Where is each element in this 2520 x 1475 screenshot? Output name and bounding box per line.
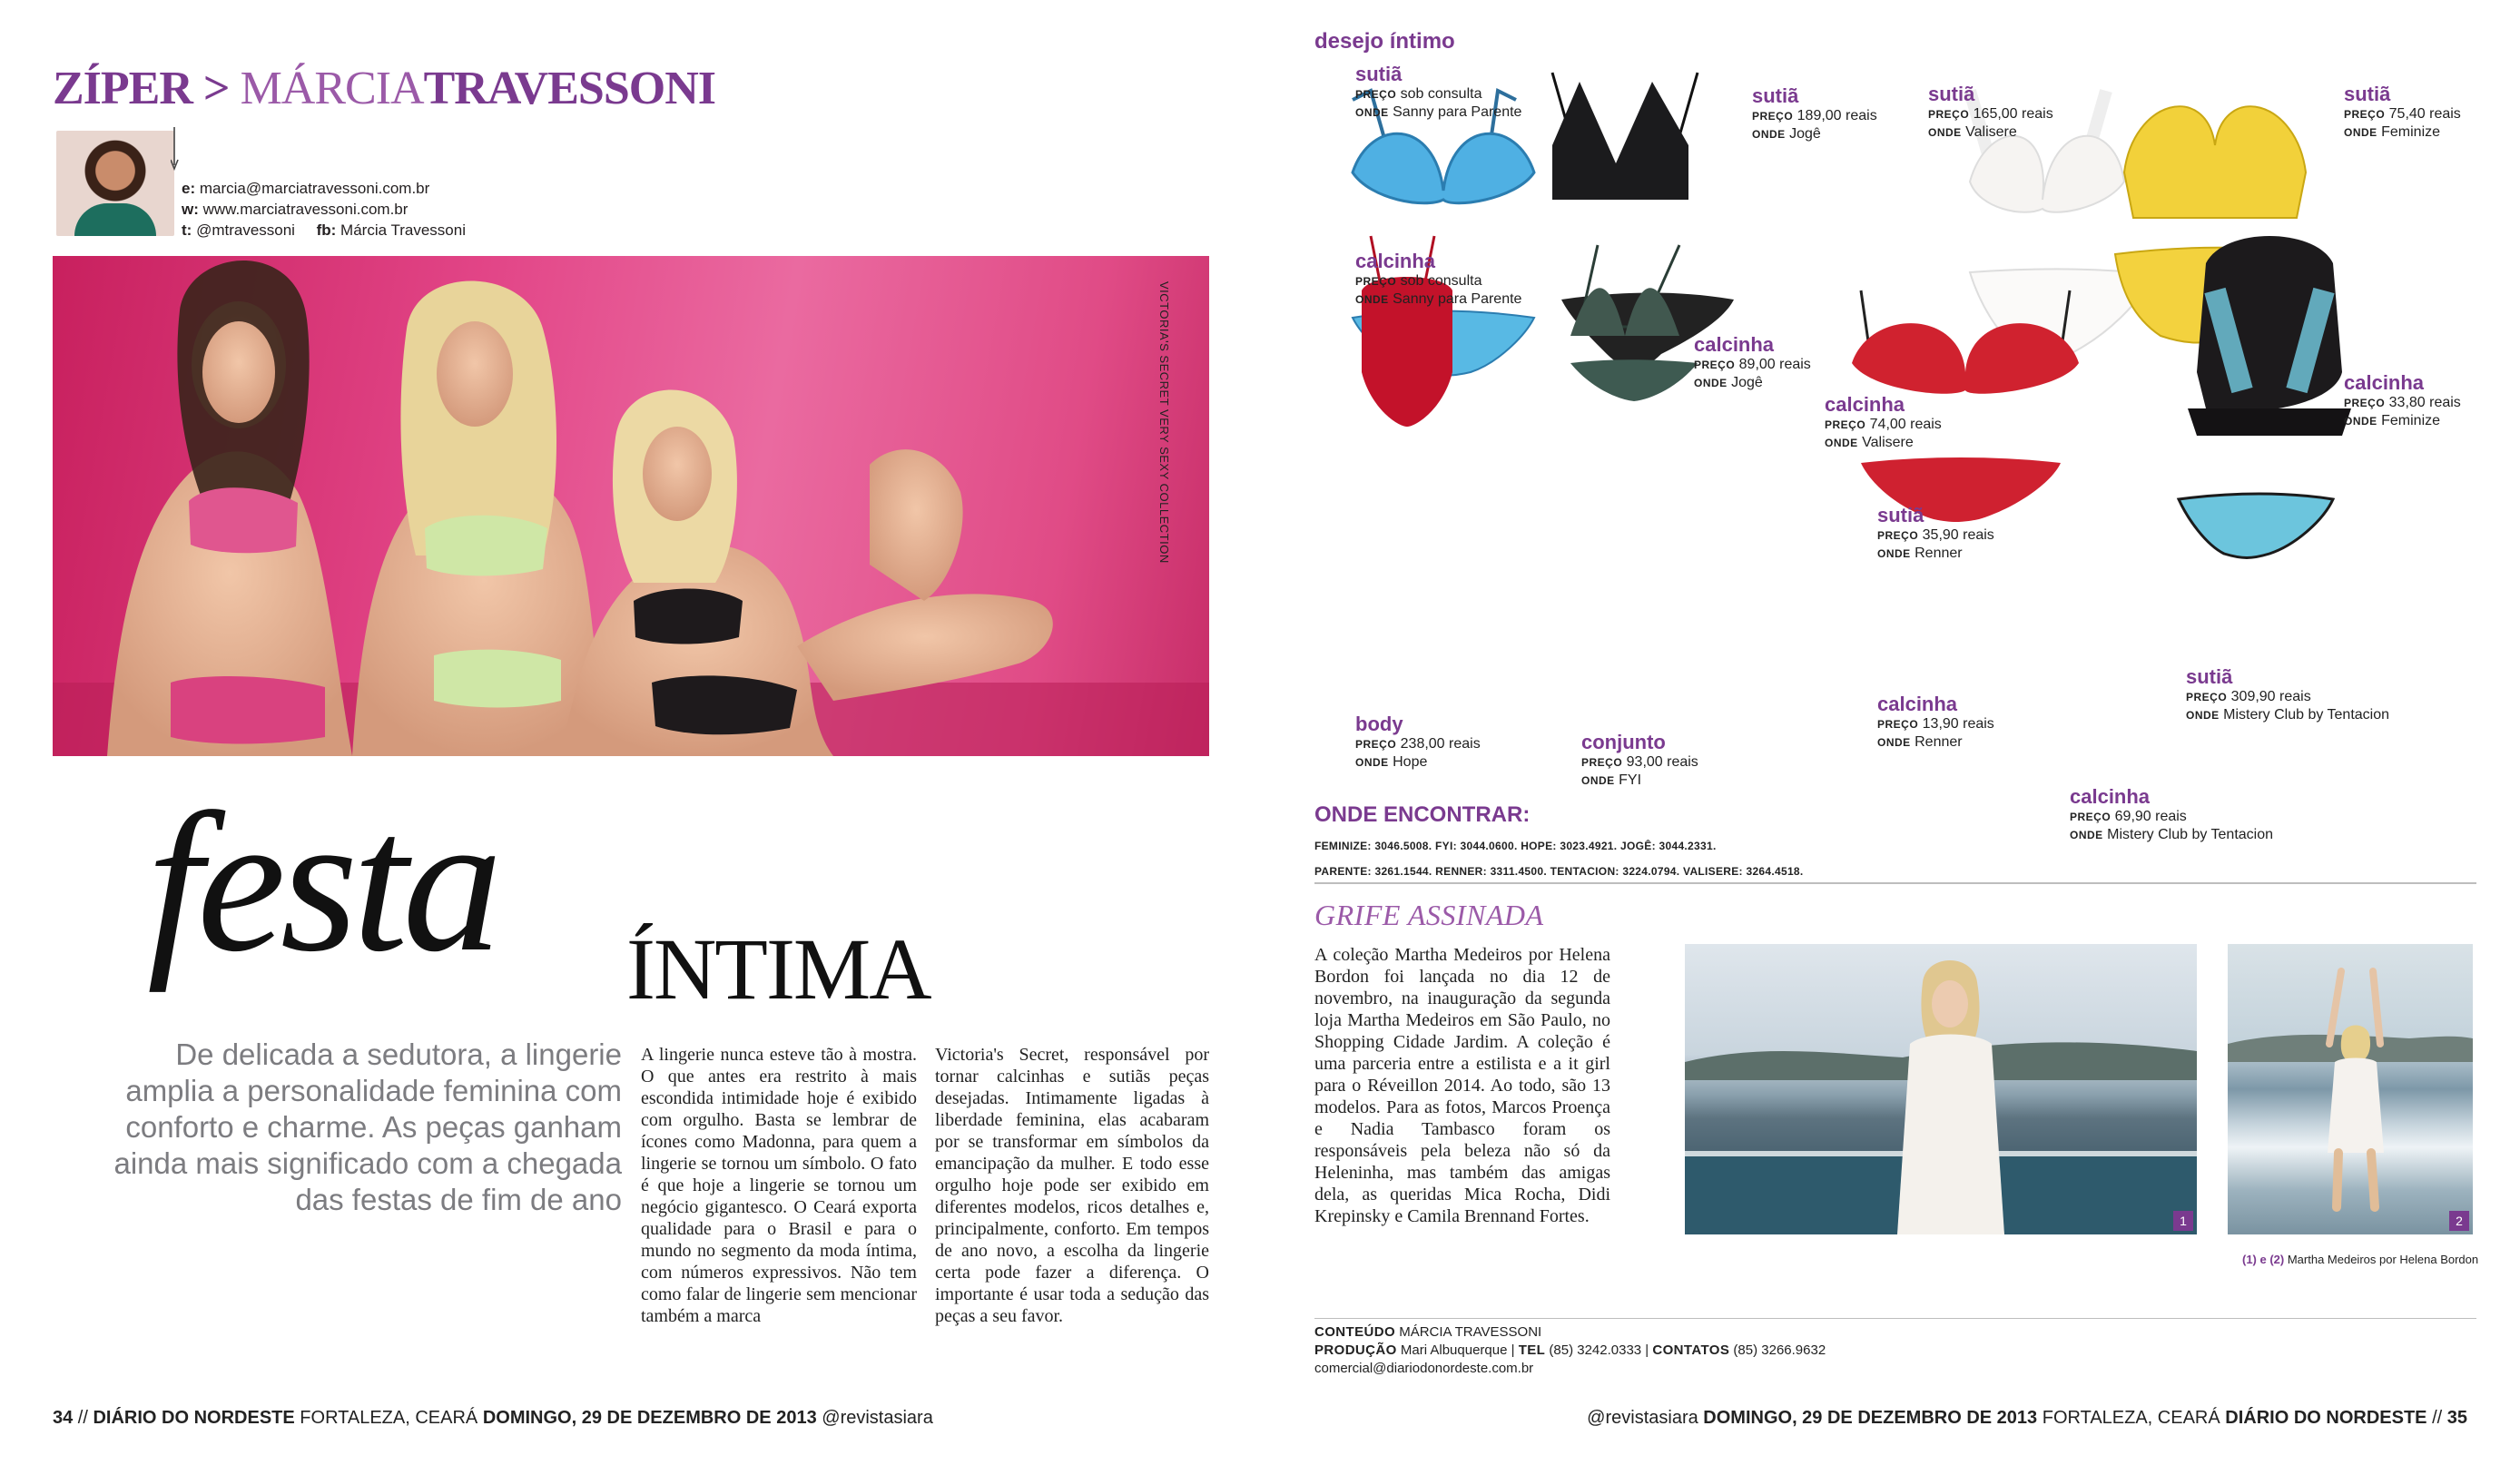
grife-article: A coleção Martha Medeiros por Helena Bordon foi lançada no dia 12 de novembro, na inauguração da segunda loja Martha Medeiros em São Paulo, no Shopping Cidade Jardim. A coleção é uma parceria entre a estilista e a it girl para o Réveillon 2014. Ao todo, são 13 modelos. Para as fotos, Marcos Proença e Nadia Tambasco foram os responsáveis pela beleza não só da Heleninha, mas também das amigas dela, as queridas Mica Rocha, Didi Krepinsky e Camila Brennand Fortes. xyxy=(1314,945,1610,1226)
product-name: sutiã xyxy=(1928,83,1975,105)
page-number: 34 xyxy=(53,1408,74,1428)
price-label: PREÇO xyxy=(2070,811,2111,823)
product-name: body xyxy=(1355,713,1403,735)
section-separator: > xyxy=(192,63,241,114)
product-price: 69,90 reais xyxy=(2114,809,2187,824)
water-scene-illustration xyxy=(2228,944,2473,1234)
price-label: PREÇO xyxy=(1825,418,1866,431)
article-column-2: Victoria's Secret, responsável por tornar calcinhas e sutiãs peças desejadas. Intimamente ligadas à liberdade feminina, elas acabaram por se transformar em símbolos da emancipação da mulher. E todo esse orgulho hoje pode ser exibido em diferentes modelos, ricos detalhes e, principalmente, conforto. Em tempos de ano novo, a escolha da lingerie certa pode fazer a diferença. O importante é usar toda a sedução das peças a seu favor. xyxy=(935,1045,1209,1326)
twitter-key: t: xyxy=(182,221,192,239)
product-store: Feminize xyxy=(2381,124,2441,140)
product-label xyxy=(1928,84,2053,142)
headline-main: festa xyxy=(147,772,497,993)
where-label: ONDE xyxy=(1752,128,1786,141)
product-price: sob consulta xyxy=(1400,86,1482,102)
where-to-buy-list xyxy=(1314,833,1804,884)
price-label: PREÇO xyxy=(1877,529,1919,542)
product-label xyxy=(1355,713,1481,772)
hero-photo xyxy=(53,256,1209,756)
product-store: Feminize xyxy=(2381,413,2441,428)
where-label: ONDE xyxy=(2344,126,2377,139)
product-name: calcinha xyxy=(2070,785,2151,808)
folio-city: FORTALEZA, CEARÁ xyxy=(2037,1408,2226,1428)
section-name: ZÍPER xyxy=(53,63,192,114)
product-store: Renner xyxy=(1915,734,1963,750)
product-name: sutiã xyxy=(1355,63,1403,85)
product-price: 35,90 reais xyxy=(1922,527,1994,543)
columnist-contact xyxy=(182,178,466,241)
where-label: ONDE xyxy=(2070,829,2103,841)
product-store: Hope xyxy=(1393,754,1428,770)
tel-key: TEL xyxy=(1518,1342,1546,1358)
where-label: ONDE xyxy=(1928,126,1962,139)
commercial-email[interactable]: comercial@diariodonordeste.com.br xyxy=(1314,1361,1534,1376)
tel-number: (85) 3242.0333 xyxy=(1549,1342,1642,1358)
product-price: 238,00 reais xyxy=(1400,736,1481,752)
where-label: ONDE xyxy=(1825,437,1858,449)
where-label: ONDE xyxy=(1355,293,1389,306)
models-illustration xyxy=(53,256,1209,756)
price-label: PREÇO xyxy=(1355,88,1397,101)
product-label xyxy=(2344,372,2461,430)
folio-separator: // xyxy=(73,1408,94,1428)
product-price: 189,00 reais xyxy=(1796,108,1877,123)
article-column-1: A lingerie nunca esteve tão à mostra. O que antes era restrito à mais escondida intimidade hoje é exibido com orgulho. Basta se lembrar de ícones como Madonna, para quem a lingerie se tornou um símbolo. O fato é que hoje a lingerie se tornou um negócio gigantesco. O Ceará exporta qualidade para o Brasil e para o mundo no segmento da moda íntima, com números expressivos. Não tem como falar de lingerie sem mencionar também a marca xyxy=(641,1045,917,1326)
section-title xyxy=(53,62,715,115)
product-label xyxy=(2070,786,2273,844)
where-label: ONDE xyxy=(1355,756,1389,769)
product-price: 13,90 reais xyxy=(1922,716,1994,732)
price-label: PREÇO xyxy=(2344,397,2386,409)
facebook-handle[interactable]: Márcia Travessoni xyxy=(340,221,466,239)
caption-text: Martha Medeiros por Helena Bordon xyxy=(2284,1253,2479,1266)
folio-separator: // xyxy=(2426,1408,2447,1428)
where-label: ONDE xyxy=(1581,774,1615,787)
page-credits: CONTEÚDO MÁRCIA TRAVESSONI PRODUÇÃO Mari Albuquerque | TEL (85) 3242.0333 | CONTATOS (85) 3266.9632 comercial@diariodonordeste.com.br xyxy=(1314,1324,1826,1376)
folio-city: FORTALEZA, CEARÁ xyxy=(294,1408,483,1428)
price-label: PREÇO xyxy=(1752,110,1794,123)
product-store: Sanny para Parente xyxy=(1393,291,1522,307)
price-label: PREÇO xyxy=(1355,275,1397,288)
folio-right xyxy=(1587,1408,2467,1429)
product-label xyxy=(1355,251,1521,309)
product-label xyxy=(1694,334,1811,392)
contacts-key: CONTATOS xyxy=(1652,1342,1730,1358)
website-link[interactable]: www.marciatravessoni.com.br xyxy=(202,201,409,218)
price-label: PREÇO xyxy=(1928,108,1970,121)
columnist-first-name: MÁRCIA xyxy=(240,63,424,114)
product-name: calcinha xyxy=(2344,371,2425,394)
price-label: PREÇO xyxy=(1355,738,1397,751)
columnist-avatar xyxy=(56,131,174,236)
product-store: FYI xyxy=(1619,772,1642,788)
photo-number: 2 xyxy=(2449,1211,2469,1231)
product-store: Valisere xyxy=(1965,124,2017,140)
product-price: 165,00 reais xyxy=(1973,106,2053,122)
contacts-number: (85) 3266.9632 xyxy=(1733,1342,1826,1358)
product-store: Sanny para Parente xyxy=(1393,104,1522,120)
content-author: MÁRCIA TRAVESSONI xyxy=(1399,1324,1542,1340)
product-label xyxy=(1581,732,1698,790)
price-label: PREÇO xyxy=(1877,718,1919,731)
product-store: Mistery Club by Tentacion xyxy=(2223,707,2390,723)
section-divider xyxy=(1314,882,2476,884)
where-label: ONDE xyxy=(1877,547,1911,560)
grife-title: GRIFE ASSINADA xyxy=(1314,899,1544,931)
product-price: sob consulta xyxy=(1400,273,1482,289)
where-to-buy-title: ONDE ENCONTRAR: xyxy=(1314,802,1531,827)
folio-handle: @revistasiara xyxy=(1587,1408,1704,1428)
email-key: e: xyxy=(182,180,196,197)
columnist-last-name: TRAVESSONI xyxy=(423,63,715,114)
caption-numbers: (1) e (2) xyxy=(2242,1253,2285,1266)
product-name: calcinha xyxy=(1877,693,1958,715)
product-price: 74,00 reais xyxy=(1869,417,1942,432)
product-label xyxy=(1752,85,1877,143)
content-key: CONTEÚDO xyxy=(1314,1324,1396,1340)
product-label xyxy=(1825,394,1942,452)
product-name: conjunto xyxy=(1581,731,1666,753)
twitter-handle[interactable]: @mtravessoni xyxy=(196,221,295,239)
product-price: 309,90 reais xyxy=(2230,689,2311,704)
arrow-down-icon xyxy=(171,127,189,172)
product-name: sutiã xyxy=(2186,665,2233,688)
product-name: calcinha xyxy=(1694,333,1775,356)
product-store: Jogê xyxy=(1789,126,1821,142)
lake-scene-illustration xyxy=(1685,944,2197,1234)
product-store: Mistery Club by Tentacion xyxy=(2107,827,2274,842)
price-label: PREÇO xyxy=(2186,691,2228,703)
product-label xyxy=(2186,666,2389,724)
photo-number: 1 xyxy=(2173,1211,2193,1231)
product-label xyxy=(1877,505,1994,563)
product-label xyxy=(1877,693,1994,752)
where-label: ONDE xyxy=(1877,736,1911,749)
product-name: sutiã xyxy=(1752,84,1799,107)
headline-sub: ÍNTIMA xyxy=(626,920,930,1018)
product-store: Jogê xyxy=(1731,375,1763,390)
where-label: ONDE xyxy=(1355,106,1389,119)
product-store: Valisere xyxy=(1862,435,1914,450)
price-label: PREÇO xyxy=(1694,359,1736,371)
grife-photo-1 xyxy=(1685,944,2197,1234)
grife-photo-2 xyxy=(2228,944,2473,1234)
production-name: Mari Albuquerque xyxy=(1400,1342,1508,1358)
product-price: 89,00 reais xyxy=(1738,357,1811,372)
folio-handle: @revistasiara xyxy=(816,1408,933,1428)
product-name: calcinha xyxy=(1825,393,1905,416)
product-name: sutiã xyxy=(1877,504,1924,526)
where-label: ONDE xyxy=(1694,377,1728,389)
product-label xyxy=(1355,64,1521,122)
newspaper-name: DIÁRIO DO NORDESTE xyxy=(2225,1408,2427,1428)
product-name: calcinha xyxy=(1355,250,1436,272)
photo-caption xyxy=(2242,1253,2478,1266)
photo-credit: VICTORIA'S SECRET VERY SEXY COLLECTION xyxy=(1157,281,1171,564)
where-label: ONDE xyxy=(2344,415,2377,428)
product-store: Renner xyxy=(1915,546,1963,561)
where-to-buy-line: PARENTE: 3261.1544. RENNER: 3311.4500. TENTACION: 3224.0794. VALISERE: 3264.4518. xyxy=(1314,865,1804,878)
credits-divider xyxy=(1314,1318,2476,1319)
product-price: 75,40 reais xyxy=(2388,106,2461,122)
price-label: PREÇO xyxy=(1581,756,1623,769)
product-name: sutiã xyxy=(2344,83,2391,105)
folio-date: DOMINGO, 29 DE DEZEMBRO DE 2013 xyxy=(1703,1408,2038,1428)
where-label: ONDE xyxy=(2186,709,2220,722)
facebook-key: fb: xyxy=(316,221,337,239)
lede: De delicada a sedutora, a lingerie amplia a personalidade feminina com conforto e charme. As peças ganham ainda mais significado com a chegada das festas de fim de ano xyxy=(113,1037,622,1216)
page-number: 35 xyxy=(2446,1408,2467,1428)
product-label xyxy=(2344,84,2461,142)
where-to-buy-line: FEMINIZE: 3046.5008. FYI: 3044.0600. HOPE: 3023.4921. JOGÊ: 3044.2331. xyxy=(1314,840,1717,852)
folio-date: DOMINGO, 29 DE DEZEMBRO DE 2013 xyxy=(482,1408,817,1428)
folio-left xyxy=(53,1408,933,1429)
product-price: 93,00 reais xyxy=(1626,754,1698,770)
email-link[interactable]: marcia@marciatravessoni.com.br xyxy=(199,180,430,197)
web-key: w: xyxy=(182,201,199,218)
product-price: 33,80 reais xyxy=(2388,395,2461,410)
newspaper-name: DIÁRIO DO NORDESTE xyxy=(93,1408,295,1428)
kicker: desejo íntimo xyxy=(1314,29,1455,54)
production-key: PRODUÇÃO xyxy=(1314,1342,1397,1358)
price-label: PREÇO xyxy=(2344,108,2386,121)
